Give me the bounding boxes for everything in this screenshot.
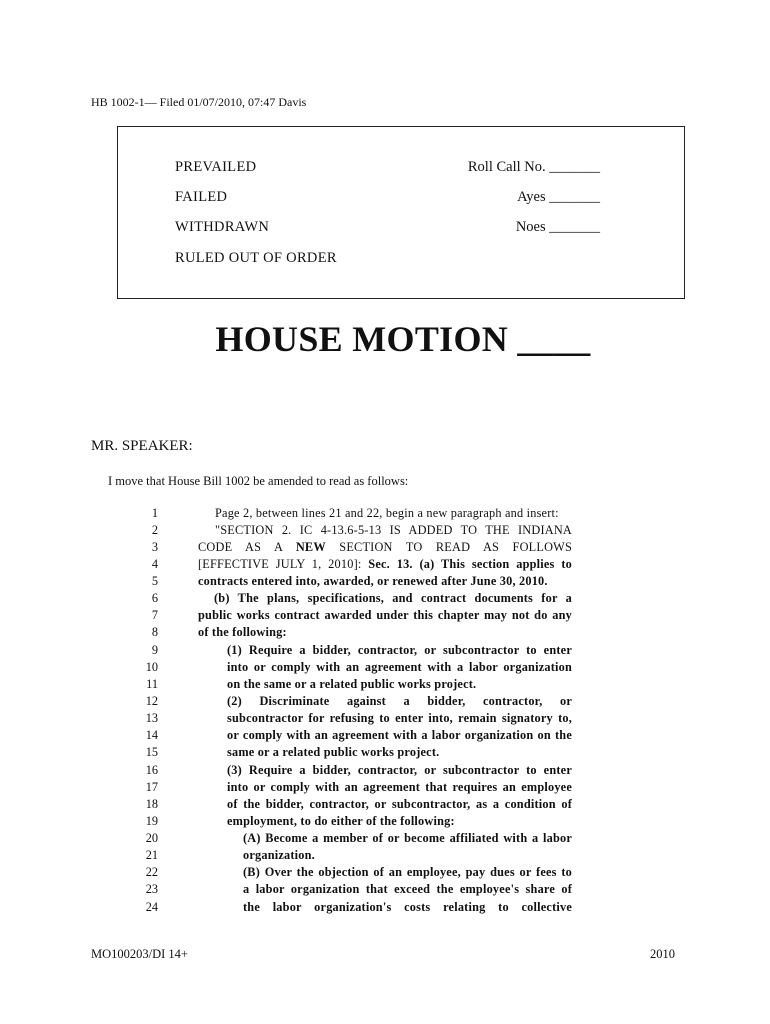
amendment-line: public works contract awarded under this chapter may not do any bbox=[198, 608, 572, 622]
line-number: 5 bbox=[151, 574, 158, 588]
amendment-line: (1) Require a bidder, contractor, or subcontractor to enter bbox=[227, 643, 572, 657]
amendment-line: contracts entered into, awarded, or renewed after June 30, 2010. bbox=[198, 574, 548, 588]
status-failed: FAILED bbox=[175, 189, 228, 205]
amendment-line: or comply with an agreement with a labor organization on the bbox=[227, 728, 572, 742]
amendment-line: (3) Require a bidder, contractor, or subcontractor to enter bbox=[227, 763, 572, 777]
line-number: 10 bbox=[145, 660, 158, 674]
amendment-line: (b) The plans, specifications, and contract documents for a bbox=[214, 591, 572, 605]
document-year: 2010 bbox=[650, 947, 675, 961]
amendment-line: of the following: bbox=[198, 625, 287, 639]
line-number: 11 bbox=[146, 677, 158, 691]
line-number: 8 bbox=[151, 625, 158, 639]
amendment-line: on the same or a related public works project. bbox=[227, 677, 477, 691]
amendment-line: a labor organization that exceed the employee's share of bbox=[243, 882, 572, 896]
amendment-line: "SECTION 2. IC 4-13.6-5-13 IS ADDED TO THE INDIANA bbox=[215, 523, 572, 537]
amendment-line: into or comply with an agreement with a labor organization bbox=[227, 660, 572, 674]
line-number: 13 bbox=[145, 711, 158, 725]
motion-intro: I move that House Bill 1002 be amended to read as follows: bbox=[108, 474, 409, 488]
amendment-line: same or a related public works project. bbox=[227, 745, 440, 759]
line-number: 4 bbox=[151, 557, 158, 571]
amendment-line: subcontractor for refusing to enter into, remain signatory to, bbox=[227, 711, 572, 725]
document-header: HB 1002-1— Filed 01/07/2010, 07:47 Davis bbox=[91, 95, 307, 109]
vote-status-box bbox=[117, 126, 685, 299]
amendment-line-text: SECTION TO READ AS FOLLOWS bbox=[325, 540, 572, 554]
amendment-line-bold: NEW bbox=[295, 540, 326, 554]
amendment-line: (2) Discriminate against a bidder, contractor, or bbox=[227, 694, 572, 708]
line-number: 22 bbox=[145, 865, 158, 879]
line-number: 3 bbox=[151, 540, 158, 554]
line-number: 14 bbox=[145, 728, 158, 742]
line-number: 15 bbox=[145, 745, 158, 759]
status-ruled-out-of-order: RULED OUT OF ORDER bbox=[175, 250, 337, 266]
line-number: 9 bbox=[151, 643, 158, 657]
line-number: 21 bbox=[145, 848, 158, 862]
line-number: 2 bbox=[151, 523, 158, 537]
amendment-line bbox=[198, 540, 572, 555]
line-number: 24 bbox=[145, 900, 158, 914]
ayes-count: Ayes _______ bbox=[517, 189, 600, 205]
amendment-line: (A) Become a member of or become affiliated with a labor bbox=[243, 831, 572, 845]
line-number: 1 bbox=[151, 506, 158, 520]
line-number: 19 bbox=[145, 814, 158, 828]
line-number: 12 bbox=[145, 694, 158, 708]
amendment-line: (B) Over the objection of an employee, pay dues or fees to bbox=[243, 865, 572, 879]
amendment-line-text: [EFFECTIVE JULY 1, 2010]: bbox=[198, 557, 369, 571]
motion-title: HOUSE MOTION ____ bbox=[215, 319, 591, 359]
line-number: 20 bbox=[145, 831, 158, 845]
line-number: 16 bbox=[145, 763, 158, 777]
line-number: 18 bbox=[145, 797, 158, 811]
amendment-line-text: CODE AS A bbox=[198, 540, 296, 554]
status-withdrawn: WITHDRAWN bbox=[175, 219, 270, 235]
amendment-line: organization. bbox=[243, 848, 315, 862]
amendment-line: the labor organization's costs relating to collective bbox=[243, 900, 572, 914]
line-number: 23 bbox=[145, 882, 158, 896]
status-prevailed: PREVAILED bbox=[175, 159, 257, 175]
document-id: MO100203/DI 14+ bbox=[91, 947, 188, 961]
line-number: 7 bbox=[151, 608, 158, 622]
amendment-line bbox=[198, 557, 572, 572]
amendment-line: into or comply with an agreement that requires an employee bbox=[227, 780, 572, 794]
line-number: 6 bbox=[151, 591, 158, 605]
amendment-line-bold: Sec. 13. (a) This section applies to bbox=[368, 557, 572, 571]
roll-call-number: Roll Call No. _______ bbox=[467, 159, 600, 175]
amendment-line: employment, to do either of the following: bbox=[227, 814, 455, 828]
amendment-line: Page 2, between lines 21 and 22, begin a new paragraph and insert: bbox=[215, 506, 559, 520]
amendment-line: of the bidder, contractor, or subcontractor, as a condition of bbox=[227, 797, 572, 811]
noes-count: Noes _______ bbox=[515, 219, 600, 235]
salutation: MR. SPEAKER: bbox=[91, 438, 193, 454]
line-number: 17 bbox=[145, 780, 158, 794]
